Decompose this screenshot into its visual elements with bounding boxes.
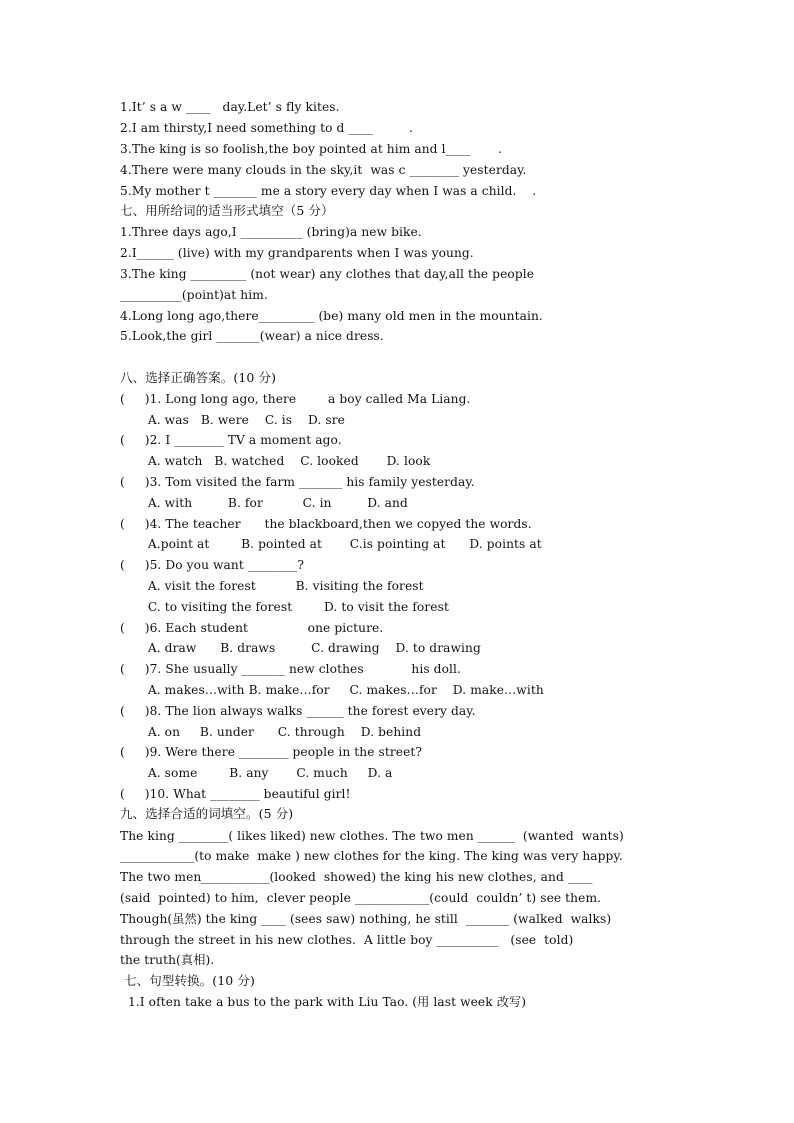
s6-item-3: 3.The king is so foolish,the boy pointed at him and l____ .: [120, 142, 503, 156]
s9-line-5: Though(虽然) the king ____ (sees saw) nothing, he still _______ (walked walks): [120, 912, 612, 926]
s7-item-3-cont: __________(point)at him.: [120, 288, 268, 302]
s6-item-5: 5.My mother t _______ me a story every day when I was a child. .: [120, 184, 537, 198]
s8-q4-options: A.point at B. pointed at C.is pointing at D. points at: [120, 537, 542, 551]
s8-q5-options-ab: A. visit the forest B. visiting the forest: [120, 579, 424, 593]
s8-q1-options: A. was B. were C. is D. sre: [120, 413, 345, 427]
s8-q3: ( )3. Tom visited the farm _______ his family yesterday.: [120, 475, 475, 489]
s6-item-1: 1.It’ s a w ____ day.Let’ s fly kites.: [120, 100, 340, 114]
s8-q5: ( )5. Do you want ________?: [120, 558, 305, 572]
section9-title: 九、选择合适的词填空。(5 分): [120, 806, 294, 821]
s8-q3-options: A. with B. for C. in D. and: [120, 496, 408, 510]
s10-item-1: 1.I often take a bus to the park with Liu Tao. (用 last week 改写): [120, 995, 527, 1009]
s8-q5-options-cd: C. to visiting the forest D. to visit the forest: [120, 600, 449, 614]
s8-q8: ( )8. The lion always walks ______ the forest every day.: [120, 704, 476, 718]
s8-q10: ( )10. What ________ beautiful girl!: [120, 787, 351, 801]
s8-q2: ( )2. I ________ TV a moment ago.: [120, 433, 342, 447]
s6-item-4: 4.There were many clouds in the sky,it was c ________ yesterday.: [120, 163, 527, 177]
s7-item-4: 4.Long long ago,there_________ (be) many old men in the mountain.: [120, 309, 543, 323]
section8-title: 八、选择正确答案。(10 分): [120, 370, 277, 385]
s8-q6-options: A. draw B. draws C. drawing D. to drawing: [120, 641, 481, 655]
s9-line-3: The two men___________(looked showed) the king his new clothes, and ____: [120, 870, 593, 884]
s7-item-5: 5.Look,the girl _______(wear) a nice dress.: [120, 329, 384, 343]
s8-q1: ( )1. Long long ago, there a boy called Ma Liang.: [120, 392, 471, 406]
s9-line-7: the truth(真相).: [120, 953, 215, 967]
s8-q8-options: A. on B. under C. through D. behind: [120, 725, 422, 739]
s8-q7: ( )7. She usually _______ new clothes his doll.: [120, 662, 461, 676]
s8-q4: ( )4. The teacher the blackboard,then we copyed the words.: [120, 517, 532, 531]
s8-q9-options: A. some B. any C. much D. a: [120, 766, 393, 780]
s9-line-6: through the street in his new clothes. A little boy __________ (see told): [120, 933, 574, 947]
s8-q2-options: A. watch B. watched C. looked D. look: [120, 454, 431, 468]
s8-q6: ( )6. Each student one picture.: [120, 621, 384, 635]
s9-line-2: ____________(to make make ) new clothes for the king. The king was very happy.: [120, 849, 623, 863]
s8-q7-options: A. makes…with B. make…for C. makes…for D. make…with: [120, 683, 544, 697]
s9-line-1: The king ________( likes liked) new clothes. The two men ______ (wanted wants): [120, 829, 624, 843]
s6-item-2: 2.I am thirsty,I need something to d ____ .: [120, 121, 413, 135]
s7-item-1: 1.Three days ago,I __________ (bring)a new bike.: [120, 225, 422, 239]
s8-q9: ( )9. Were there ________ people in the street?: [120, 745, 423, 759]
s7-item-2: 2.I______ (live) with my grandparents when I was young.: [120, 246, 474, 260]
s7-item-3: 3.The king _________ (not wear) any clothes that day,all the people: [120, 267, 535, 281]
s9-line-4: (said pointed) to him, clever people ____________(could couldn’ t) see them.: [120, 891, 602, 905]
section7-title: 七、用所给词的适当形式填空（5 分）: [120, 203, 334, 218]
section10-title: 七、句型转换。(10 分): [120, 973, 256, 988]
